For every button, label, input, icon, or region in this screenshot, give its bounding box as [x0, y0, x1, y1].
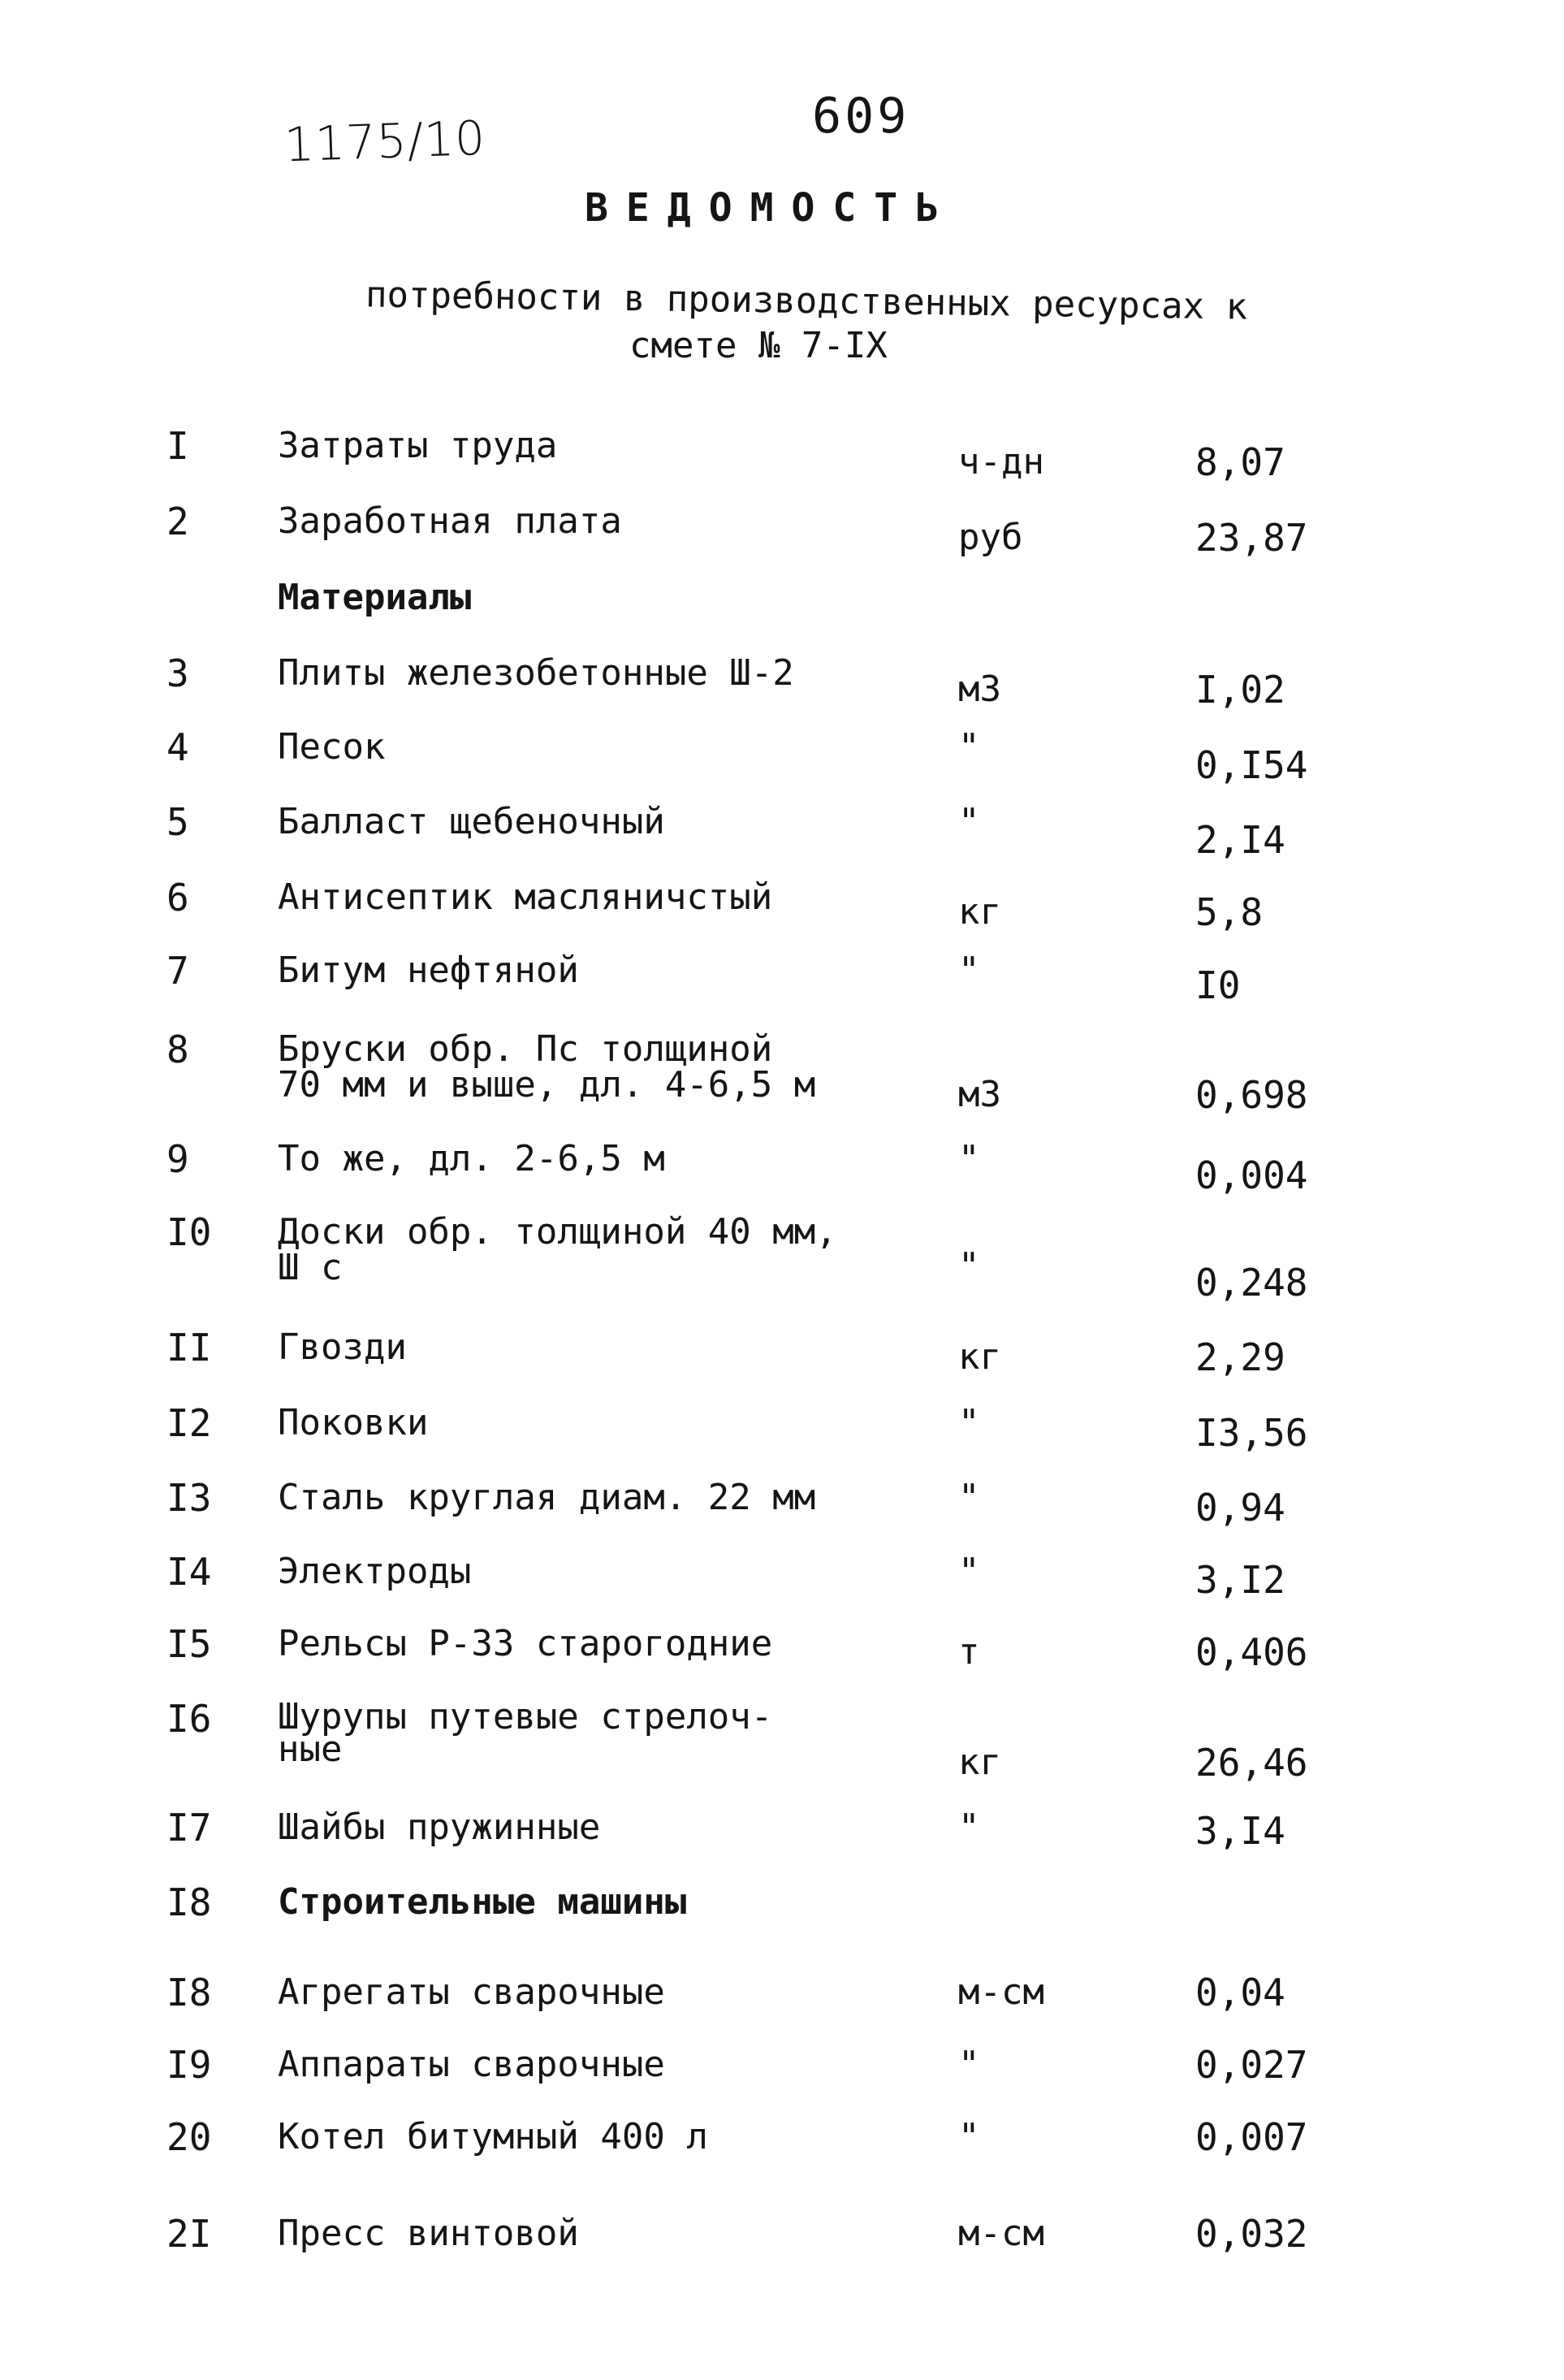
- row-number: I5: [166, 1622, 212, 1666]
- row-number: 3: [166, 651, 189, 695]
- row-number: I8: [166, 1880, 212, 1924]
- row-number: 5: [166, 800, 189, 844]
- row-unit: ч-дн: [958, 441, 1044, 482]
- row-value: 0,004: [1195, 1153, 1308, 1197]
- row-unit: ": [958, 1402, 980, 1443]
- row-number: I6: [166, 1697, 212, 1741]
- row-unit: ": [958, 1477, 980, 1518]
- document-title: ВЕДОМОСТЬ: [585, 185, 957, 231]
- row-value: 5,8: [1195, 890, 1264, 934]
- row-number: 2: [166, 500, 189, 543]
- row-number: 8: [166, 1028, 189, 1071]
- row-name: Поковки: [278, 1402, 429, 1443]
- row-unit: ": [958, 2116, 980, 2157]
- row-unit: ": [958, 1807, 980, 1848]
- row-unit: ": [958, 1245, 980, 1287]
- row-name: Агрегаты сварочные: [278, 1971, 665, 2013]
- row-value: I0: [1195, 963, 1241, 1007]
- row-name: Рельсы Р-33 старогодние: [278, 1623, 773, 1664]
- row-value: I,02: [1195, 668, 1285, 712]
- row-unit: кг: [958, 1742, 1001, 1783]
- row-name: Заработная плата: [278, 500, 622, 542]
- row-name: Битум нефтяной: [278, 950, 579, 991]
- row-unit: м-см: [958, 1971, 1044, 2013]
- row-number: 20: [166, 2115, 212, 2159]
- row-value: 0,698: [1195, 1073, 1308, 1117]
- row-unit: ": [958, 1551, 980, 1592]
- row-value: 0,248: [1195, 1261, 1308, 1305]
- row-number: 9: [166, 1137, 189, 1181]
- row-number: I4: [166, 1550, 212, 1594]
- row-value: 0,032: [1195, 2212, 1308, 2256]
- row-unit: ": [958, 1138, 980, 1179]
- row-name: Шайбы пружинные: [278, 1807, 601, 1848]
- row-number: I: [166, 424, 189, 468]
- row-unit: т: [958, 1631, 980, 1672]
- row-name: Котел битумный 400 л: [278, 2116, 708, 2157]
- row-name: Материалы: [278, 577, 472, 618]
- row-unit: ": [958, 2044, 980, 2085]
- row-unit: м3: [958, 669, 1001, 710]
- row-number: I7: [166, 1806, 212, 1850]
- row-name: Затраты труда: [278, 425, 558, 466]
- row-number: I0: [166, 1210, 212, 1254]
- row-value: I3,56: [1195, 1411, 1308, 1455]
- row-number: II: [166, 1326, 212, 1370]
- row-unit: кг: [958, 1336, 1001, 1378]
- row-value: 0,I54: [1195, 743, 1308, 787]
- document-subtitle-line1: потребности в производственных ресурсах к: [365, 274, 1248, 328]
- row-value: 3,I4: [1195, 1809, 1285, 1853]
- row-name: Строительные машины: [278, 1881, 687, 1923]
- row-name: Бруски обр. Пс толщиной 70 мм и выше, дл. 4-6,5 м: [278, 1028, 816, 1106]
- row-unit: ": [958, 801, 980, 842]
- row-name: То же, дл. 2-6,5 м: [278, 1138, 665, 1179]
- row-number: 7: [166, 949, 189, 993]
- row-value: 2,I4: [1195, 818, 1285, 862]
- row-name: Гвозди: [278, 1326, 407, 1368]
- page-number: 609: [812, 88, 910, 145]
- row-name: Аппараты сварочные: [278, 2044, 665, 2085]
- row-unit: кг: [958, 891, 1001, 933]
- row-value: 26,46: [1195, 1741, 1308, 1785]
- document-subtitle-line2: смете № 7-IX: [629, 325, 888, 366]
- row-unit: руб: [958, 517, 1023, 558]
- row-name: Электроды: [278, 1551, 472, 1592]
- row-name: Антисептик масляничстый: [278, 876, 773, 918]
- row-name: Песок: [278, 726, 386, 768]
- row-value: 0,94: [1195, 1486, 1285, 1530]
- row-unit: ": [958, 726, 980, 768]
- row-number: I9: [166, 2043, 212, 2087]
- row-name: Доски обр. толщиной 40 мм, Ш с: [278, 1211, 837, 1288]
- row-value: 0,406: [1195, 1630, 1308, 1674]
- row-value: 0,027: [1195, 2043, 1308, 2087]
- row-value: 0,007: [1195, 2115, 1308, 2159]
- row-number: I3: [166, 1476, 212, 1520]
- row-number: I8: [166, 1971, 212, 2014]
- row-value: 3,I2: [1195, 1558, 1285, 1602]
- row-number: 6: [166, 876, 189, 920]
- row-name: Пресс винтовой: [278, 2213, 579, 2254]
- row-name: Шурупы путевые стрелоч- ные: [278, 1696, 773, 1770]
- row-name: Балласт щебеночный: [278, 801, 665, 842]
- row-unit: ": [958, 950, 980, 991]
- row-value: 0,04: [1195, 1971, 1285, 2014]
- row-value: 23,87: [1195, 516, 1308, 560]
- row-name: Плиты железобетонные Ш-2: [278, 652, 794, 694]
- handwritten-code: 1175/10: [283, 110, 487, 173]
- row-name: Сталь круглая диам. 22 мм: [278, 1477, 816, 1518]
- row-unit: м3: [958, 1074, 1001, 1115]
- row-value: 2,29: [1195, 1335, 1285, 1379]
- row-value: 8,07: [1195, 440, 1285, 484]
- row-number: 2I: [166, 2212, 212, 2256]
- row-number: I2: [166, 1401, 212, 1445]
- row-unit: м-см: [958, 2213, 1044, 2254]
- row-number: 4: [166, 725, 189, 769]
